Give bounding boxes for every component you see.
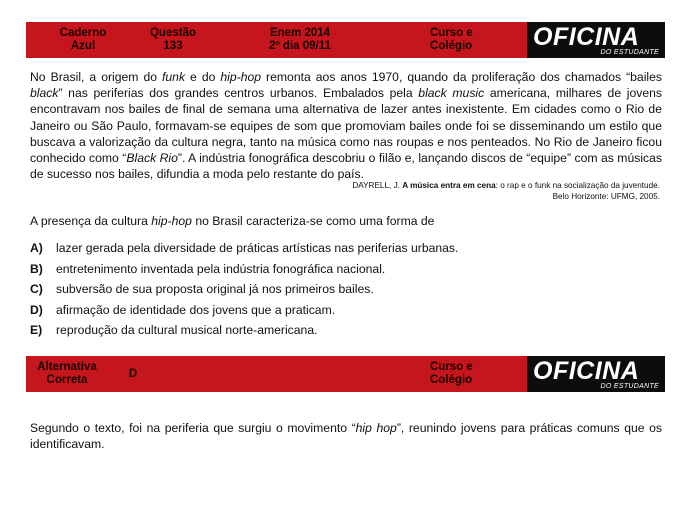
curso-cell-bottom bbox=[430, 361, 500, 387]
term-black-rio: Black Rio bbox=[126, 151, 178, 166]
reference-line2: Belo Horizonte: UFMG, 2005. bbox=[552, 191, 660, 201]
option-b[interactable] bbox=[30, 261, 650, 282]
passage-text: No Brasil, a origem do funk e do hip-hop remonta aos anos 1970, quando da proliferação dos chamados “bailes black” nas periferias dos grandes centros urbanos. Embalados pela black music americana, milhares de jovens encontravam nos bailes de final de semana uma alternativa de lazer antes inexistente. Em cidades como o Rio de Janeiro ou São Paulo, formavam-se equipes de som que promoviam bailes onde foi se disseminando um estilo que buscava a valorização da cultura negra, tanto na música como nas roupas e nos penteados. No Rio de Janeiro ficou conhecido como “Black Rio”. A indústria fonográfica descobriu o filão e, lançando discos de “equipe” com as músicas de sucesso nos bailes, difundia a moda pelo restante do país. bbox=[30, 70, 663, 182]
questao-value: 133 bbox=[163, 40, 183, 52]
option-d[interactable] bbox=[30, 302, 650, 323]
curso-line1: Curso e bbox=[430, 27, 473, 39]
option-letter: D) bbox=[30, 302, 43, 317]
option-text: afirmação de identidade dos jovens que a praticam. bbox=[56, 302, 336, 317]
option-letter: B) bbox=[30, 261, 43, 276]
logo-subtext: DO ESTUDANTE bbox=[600, 383, 659, 390]
term-funk: funk bbox=[162, 70, 186, 84]
option-letter: C) bbox=[30, 282, 43, 296]
option-letter: A) bbox=[30, 241, 43, 255]
curso-line2: Colégio bbox=[430, 374, 473, 386]
option-text: lazer gerada pela diversidade de práticas artísticas nas periferias urbanas. bbox=[56, 241, 459, 255]
header-bar-top bbox=[26, 22, 665, 58]
questao-cell bbox=[138, 27, 208, 53]
logo-text: OFICINA bbox=[533, 357, 640, 385]
answer-explanation: Segundo o texto, foi na periferia que surgiu o movimento “hip hop”, reunindo jovens para práticas comuns que os identificavam. bbox=[30, 421, 662, 452]
questao-label: Questão bbox=[149, 27, 196, 39]
option-c[interactable] bbox=[30, 281, 650, 302]
option-text: reprodução da cultural musical norte-americana. bbox=[56, 323, 318, 337]
curso-cell bbox=[430, 27, 500, 53]
option-a[interactable] bbox=[30, 240, 650, 261]
exam-cell bbox=[252, 27, 348, 53]
alternativa-line1: Alternativa bbox=[37, 361, 97, 373]
option-e[interactable] bbox=[30, 322, 650, 343]
exam-date: 2º dia 09/11 bbox=[269, 40, 331, 52]
exam-label: Enem 2014 bbox=[269, 27, 331, 39]
term-hiphop-answer: hip hop bbox=[355, 421, 397, 435]
option-letter: E) bbox=[30, 323, 43, 337]
logo-text: OFICINA bbox=[533, 23, 640, 51]
reference-line1: DAYRELL, J. A música entra em cena: o rap e o funk na socialização da juventude. bbox=[352, 181, 660, 190]
logo-subtext: DO ESTUDANTE bbox=[600, 49, 659, 56]
term-black: black bbox=[30, 86, 59, 101]
reference bbox=[300, 181, 660, 202]
curso-line1: Curso e bbox=[430, 361, 473, 373]
curso-line2: Colégio bbox=[430, 40, 473, 52]
caderno-label: Caderno bbox=[59, 27, 107, 39]
oficina-logo-bottom bbox=[527, 356, 665, 392]
option-text: subversão de sua proposta original já nos primeiros bailes. bbox=[56, 282, 374, 296]
question-stem: A presença da cultura hip-hop no Brasil caracteriza-se como uma forma de bbox=[30, 214, 435, 228]
caderno-value: Azul bbox=[70, 40, 96, 52]
term-hiphop-question: hip-hop bbox=[151, 214, 192, 228]
option-text: entretenimento inventada pela indústria fonográfica nacional. bbox=[56, 261, 386, 276]
alternativa-cell bbox=[32, 361, 102, 387]
alternativa-line2: Correta bbox=[46, 374, 88, 386]
answer-options bbox=[30, 240, 650, 343]
header-bar-bottom bbox=[26, 356, 665, 392]
term-black-music: black music bbox=[418, 86, 485, 101]
term-hiphop: hip-hop bbox=[220, 70, 262, 84]
reference-title: A música entra em cena bbox=[402, 181, 496, 190]
correct-answer: D bbox=[128, 368, 138, 380]
oficina-logo bbox=[527, 22, 665, 58]
caderno-cell bbox=[48, 27, 118, 53]
